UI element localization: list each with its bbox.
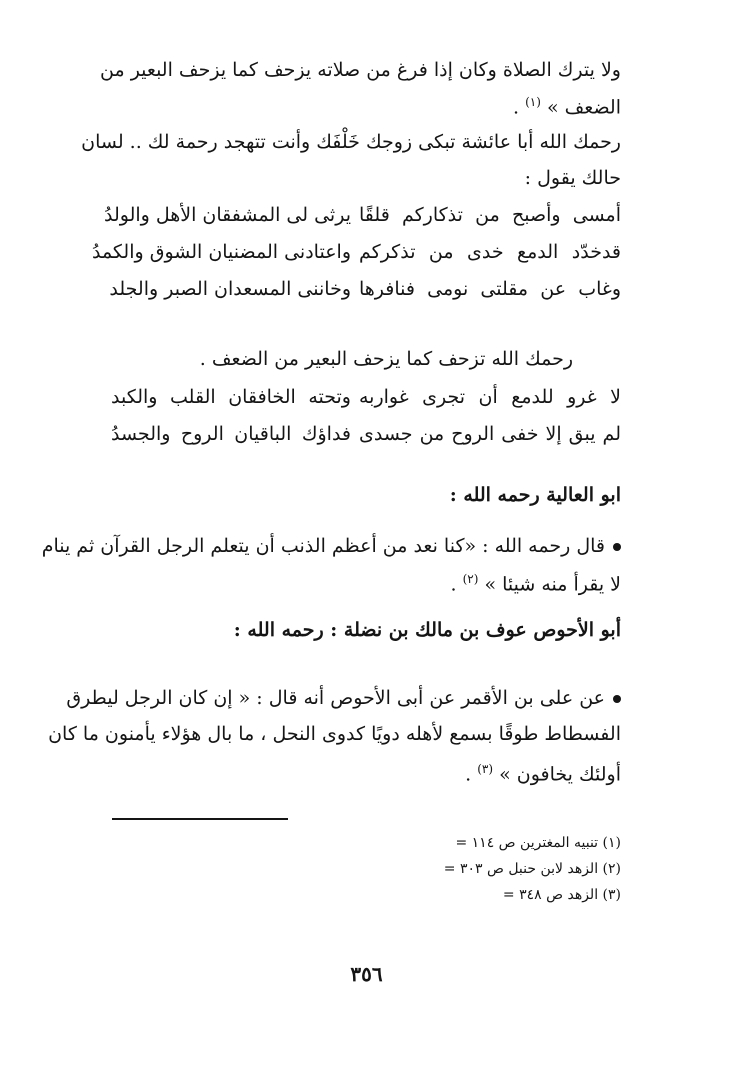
poem-verse: [91, 238, 621, 266]
text-fragment: .: [465, 763, 478, 786]
verse-first-hemistich: لم يبق إلا خفى الروح من جسدى: [359, 423, 621, 445]
bullet-icon: [613, 543, 621, 551]
footnote: (١) تنبيه المغترين ص ١١٤ =: [455, 835, 621, 851]
verse-first-hemistich: لا غرو للدمع أن تجرى غواربه: [359, 386, 621, 408]
page-number: ٣٥٦: [350, 962, 383, 986]
footnote: (٣) الزهد ص ٣٤٨ =: [502, 887, 621, 903]
text-line: [111, 88, 621, 121]
text-line: حالك يقول :: [524, 167, 621, 189]
verse-first-hemistich: وغاب عن مقلتى نومى فنافرها: [359, 278, 621, 300]
verse-second-hemistich: وتحته الخافقان القلب والكبد: [111, 386, 351, 408]
text-fragment: لا يقرأ منه شيئا »: [478, 573, 621, 596]
section-heading: ابو العالية رحمه الله :: [449, 484, 621, 506]
poem-verse: [111, 420, 621, 448]
text-fragment: قال رحمه الله : «كنا نعد من أعظم الذنب أن يتعلم الرجل القرآن ثم ينام: [41, 535, 605, 557]
text-fragment: .: [450, 573, 463, 596]
text-line: [41, 532, 621, 560]
text-fragment: أولئك يخافون »: [493, 763, 621, 786]
text-line: رحمك الله تزحف كما يزحف البعير من الضعف .: [199, 348, 573, 370]
text-line: رحمك الله أبا عائشة تبكى زوجك خَلْفَك وأنت تتهجد رحمة لك .. لسان: [81, 131, 621, 153]
footnote-ref: (١): [525, 95, 541, 109]
footnote-divider: [112, 818, 288, 820]
text-line: [111, 755, 621, 788]
verse-first-hemistich: قدخدّد الدمع خدى من تذكركم: [359, 241, 621, 263]
text-fragment: الضعف »: [540, 96, 621, 119]
text-line: [111, 565, 621, 598]
text-line: [66, 684, 621, 712]
text-line: ولا يترك الصلاة وكان إذا فرغ من صلاته يزحف كما يزحف البعير من: [100, 59, 621, 81]
poem-verse: [111, 383, 621, 411]
poem-verse: [111, 275, 621, 303]
verse-second-hemistich: وخاننى المسعدان الصبر والجلد: [109, 278, 351, 300]
verse-second-hemistich: واعتادنى المضنيان الشوق والكمدُ: [91, 241, 351, 263]
text-line: الفسطاط طوقًا بسمع لأهله دويًا كدوى النحل ، ما بال هؤلاء يأمنون ما كان: [48, 723, 621, 745]
footnote-ref: (٢): [462, 572, 479, 586]
verse-second-hemistich: يرثى لى المشفقان الأهل والولدُ: [104, 204, 351, 226]
footnote: (٢) الزهد لابن حنبل ص ٣٠٣ =: [443, 861, 621, 877]
footnote-ref: (٣): [477, 762, 494, 776]
text-fragment: .: [512, 96, 526, 119]
bullet-icon: [613, 695, 621, 703]
text-fragment: عن على بن الأقمر عن أبى الأحوص أنه قال : « إن كان الرجل ليطرق: [66, 687, 605, 709]
section-heading: أبو الأحوص عوف بن مالك بن نضلة : رحمه الله :: [233, 619, 621, 641]
verse-first-hemistich: أمسى وأصبح من تذكاركم قلقًا: [359, 204, 621, 226]
poem-verse: [104, 201, 621, 229]
verse-second-hemistich: فداؤك الباقيان الروح والجسدُ: [111, 423, 351, 445]
